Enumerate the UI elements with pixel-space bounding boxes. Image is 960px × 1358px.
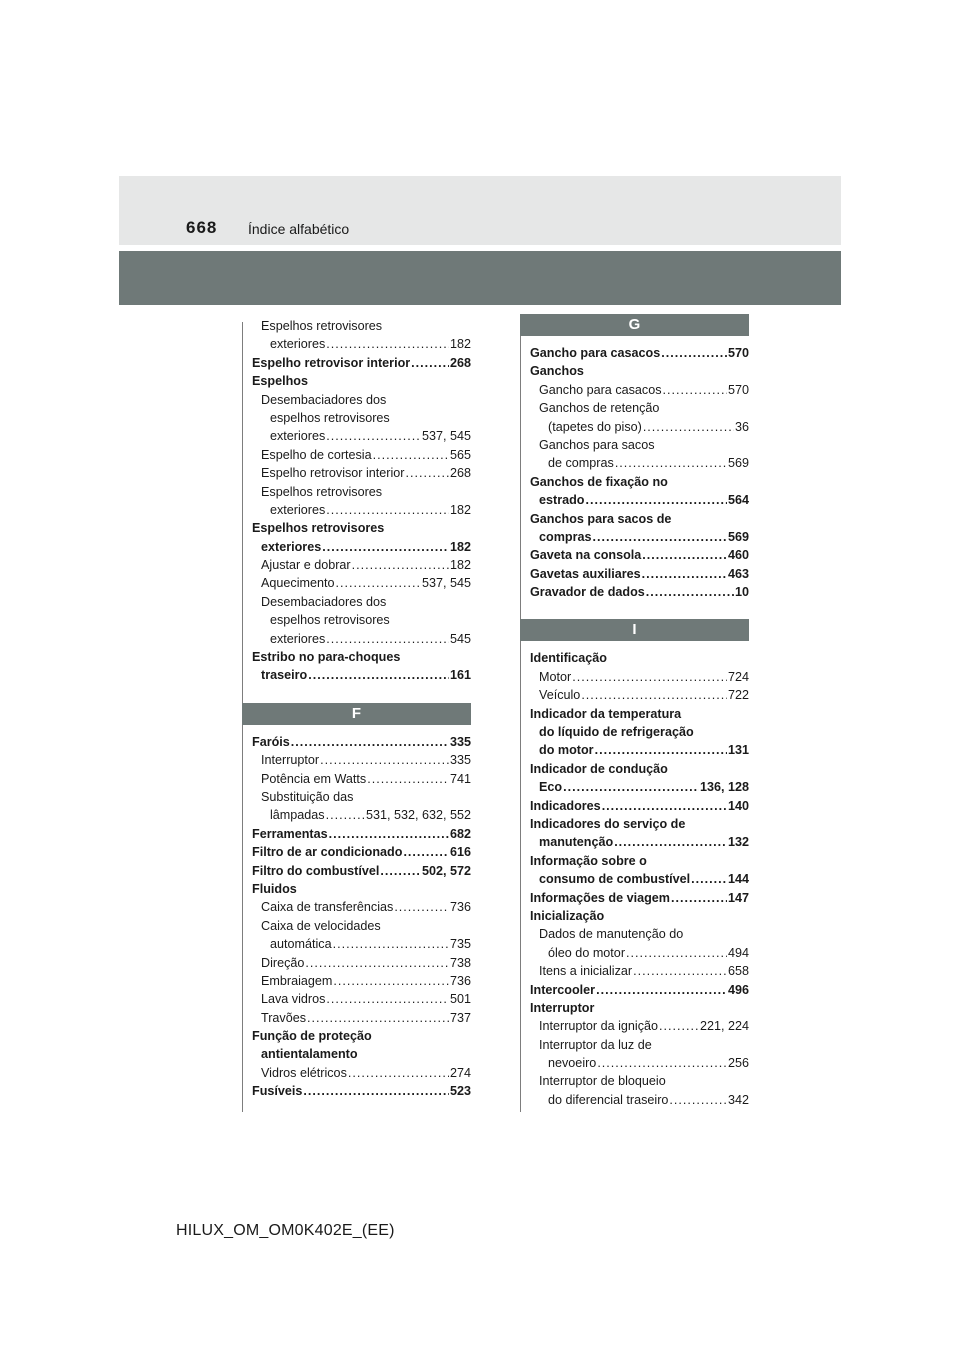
entry-term: Espelhos retrovisores	[261, 484, 383, 499]
index-subentry	[530, 944, 749, 962]
section-header-i: I	[520, 619, 749, 641]
header-dark-band	[119, 251, 841, 305]
entry-term: Interruptor de bloqueio	[539, 1074, 666, 1089]
entry-term: Inicialização	[530, 908, 605, 923]
page-reference: 502, 572	[421, 863, 471, 878]
index-subentry	[252, 806, 471, 824]
index-subentry	[530, 418, 749, 436]
page-reference: 463	[727, 566, 749, 581]
entry-term: Ganchos para sacos	[539, 437, 655, 452]
entry-term: Caixa de transferências	[261, 900, 394, 915]
page-reference: 182	[449, 539, 471, 554]
entry-term: Veículo	[539, 688, 581, 703]
entry-term: espelhos retrovisores	[270, 410, 390, 425]
index-entry	[252, 1027, 471, 1045]
index-subentry	[530, 686, 749, 704]
dot-leader	[305, 954, 449, 972]
entry-term: Espelhos retrovisores	[252, 521, 385, 536]
index-entry	[252, 843, 471, 861]
page-reference: 460	[727, 548, 749, 563]
entry-term: Informações de viagem	[530, 890, 670, 905]
index-subentry	[252, 501, 471, 519]
dot-leader	[642, 565, 727, 583]
index-subentry	[530, 454, 749, 472]
page-reference: 256	[727, 1056, 749, 1071]
index-subentry	[252, 611, 471, 629]
page-reference: 537, 545	[421, 429, 471, 444]
page-reference: 182	[449, 502, 471, 517]
page-reference: 531, 532, 632, 552	[365, 808, 471, 823]
index-entry	[530, 999, 749, 1017]
index-entry	[252, 666, 471, 684]
dot-leader	[614, 833, 727, 851]
index-entry	[530, 741, 749, 759]
entry-term: Informação sobre o	[530, 853, 647, 868]
index-entry	[252, 733, 471, 751]
index-subentry	[252, 630, 471, 648]
index-subentry	[530, 962, 749, 980]
entry-term: Ferramentas	[252, 826, 328, 841]
index-subentry	[530, 1054, 749, 1072]
dot-leader	[352, 556, 449, 574]
page-reference: 221, 224	[699, 1019, 749, 1034]
page-number: 668	[186, 218, 218, 237]
dot-leader	[326, 806, 365, 824]
dot-leader	[326, 335, 449, 353]
index-subentry	[252, 1009, 471, 1027]
index-entry	[252, 372, 471, 390]
entry-term: Embraiagem	[261, 973, 333, 988]
index-entry	[530, 510, 749, 528]
dot-leader	[333, 935, 449, 953]
dot-leader	[326, 427, 421, 445]
dot-leader	[333, 972, 449, 990]
index-subentry	[530, 668, 749, 686]
entry-term: óleo do motor	[548, 945, 626, 960]
dot-leader	[394, 898, 449, 916]
page-reference: 501	[449, 992, 471, 1007]
entry-term: Desembaciadores dos	[261, 392, 387, 407]
index-subentry	[252, 770, 471, 788]
index-entry	[530, 833, 749, 851]
entry-term: do motor	[539, 743, 594, 758]
entry-term: Interruptor da luz de	[539, 1037, 652, 1052]
entry-term: Direção	[261, 955, 305, 970]
dot-leader	[642, 546, 727, 564]
entry-term: Fusíveis	[252, 1084, 303, 1099]
index-subentry	[530, 925, 749, 943]
entry-term: Ganchos	[530, 364, 584, 379]
page-reference: 545	[449, 631, 471, 646]
page-title: Índice alfabético	[248, 221, 350, 237]
entry-term: de compras	[548, 456, 614, 471]
index-entry	[530, 889, 749, 907]
entry-term: Itens a inicializar	[539, 964, 633, 979]
index-entry	[530, 907, 749, 925]
entry-term: Vidros elétricos	[261, 1065, 347, 1080]
dot-leader	[595, 741, 727, 759]
index-entry	[252, 648, 471, 666]
entry-term: Motor	[539, 669, 572, 684]
entry-term: Ganchos de retenção	[539, 401, 660, 416]
index-entry	[530, 565, 749, 583]
page-reference: 735	[449, 937, 471, 952]
page-reference: 342	[727, 1092, 749, 1107]
page-reference: 144	[727, 872, 749, 887]
entry-term: estrado	[539, 493, 585, 508]
page-reference: 616	[449, 845, 471, 860]
dot-leader	[581, 686, 727, 704]
page-reference: 136, 128	[699, 780, 749, 795]
page-reference: 161	[449, 668, 471, 683]
index-entry	[530, 815, 749, 833]
dot-leader	[367, 770, 449, 788]
entry-term: automática	[270, 937, 332, 952]
entry-term: Caixa de velocidades	[261, 918, 381, 933]
entry-term: Intercooler	[530, 982, 596, 997]
entry-term: Função de proteção	[252, 1029, 372, 1044]
page-reference: 335	[449, 753, 471, 768]
page-reference: 537, 545	[421, 576, 471, 591]
entry-term: Faróis	[252, 734, 290, 749]
entry-term: Ganchos de fixação no	[530, 474, 668, 489]
entry-term: Lava vidros	[261, 992, 326, 1007]
page-reference: 741	[449, 771, 471, 786]
index-subentry	[252, 990, 471, 1008]
entry-term: exteriores	[261, 539, 322, 554]
index-subentry	[252, 409, 471, 427]
left-index-column	[252, 317, 471, 1101]
index-entry	[530, 797, 749, 815]
index-subentry	[530, 399, 749, 417]
entry-term: manutenção	[539, 835, 614, 850]
entry-term: Interruptor da ignição	[539, 1019, 659, 1034]
document-code: HILUX_OM_OM0K402E_(EE)	[176, 1222, 395, 1239]
index-subentry	[252, 464, 471, 482]
entry-term: lâmpadas	[270, 808, 325, 823]
dot-leader	[646, 583, 734, 601]
entry-term: Estribo no para-choques	[252, 650, 401, 665]
index-subentry	[252, 556, 471, 574]
dot-leader	[326, 501, 449, 519]
right-column-rule	[520, 322, 521, 1112]
index-entry	[252, 538, 471, 556]
index-subentry	[252, 1064, 471, 1082]
entry-term: Potência em Watts	[261, 771, 367, 786]
index-entry	[530, 546, 749, 564]
dot-leader	[326, 630, 449, 648]
header-band	[119, 176, 841, 245]
right-index-column	[530, 314, 749, 1109]
dot-leader	[615, 454, 727, 472]
index-subentry	[252, 954, 471, 972]
page-reference: 274	[449, 1065, 471, 1080]
dot-leader	[411, 354, 449, 372]
dot-leader	[596, 981, 727, 999]
page-reference: 569	[727, 456, 749, 471]
entry-term: consumo de combustível	[539, 872, 691, 887]
dot-leader	[380, 862, 421, 880]
index-entry	[530, 344, 749, 362]
dot-leader	[691, 870, 727, 888]
entry-term: Indicador da temperatura	[530, 706, 682, 721]
dot-leader	[348, 1064, 449, 1082]
index-subentry	[252, 446, 471, 464]
entry-term: Interruptor	[261, 753, 320, 768]
entry-term: Identificação	[530, 651, 607, 666]
page-reference: 736	[449, 973, 471, 988]
entry-term: exteriores	[270, 337, 326, 352]
index-subentry	[252, 751, 471, 769]
dot-leader	[373, 446, 449, 464]
dot-leader	[336, 574, 421, 592]
dot-leader	[572, 668, 727, 686]
page-reference: 335	[449, 734, 471, 749]
page-reference: 564	[727, 493, 749, 508]
entry-term: Substituição das	[261, 789, 354, 804]
index-subentry	[252, 972, 471, 990]
entry-term: Indicadores	[530, 798, 601, 813]
entry-term: Ganchos para sacos de	[530, 511, 672, 526]
dot-leader	[663, 381, 727, 399]
entry-term: Interruptor	[530, 1000, 595, 1015]
page-reference: 724	[727, 669, 749, 684]
section-header-g: G	[520, 314, 749, 336]
page-reference: 268	[449, 355, 471, 370]
section-header-f: F	[242, 703, 471, 725]
entry-term: antientalamento	[261, 1047, 358, 1062]
index-subentry	[252, 574, 471, 592]
page-reference: 140	[727, 798, 749, 813]
page-reference: 182	[449, 337, 471, 352]
index-subentry	[530, 1072, 749, 1090]
dot-leader	[308, 666, 449, 684]
index-subentry	[530, 1091, 749, 1109]
entry-term: traseiro	[261, 668, 308, 683]
index-subentry	[530, 1017, 749, 1035]
index-subentry	[252, 593, 471, 611]
page-reference: 737	[449, 1010, 471, 1025]
index-subentry	[252, 427, 471, 445]
index-subentry	[252, 483, 471, 501]
page-reference: 132	[727, 835, 749, 850]
page-reference: 570	[727, 382, 749, 397]
entry-term: Espelho retrovisor interior	[261, 466, 405, 481]
dot-leader	[669, 1091, 727, 1109]
page-reference: 182	[449, 558, 471, 573]
entry-term: Fluidos	[252, 881, 297, 896]
entry-term: Eco	[539, 780, 563, 795]
entry-term: Ajustar e dobrar	[261, 558, 351, 573]
dot-leader	[643, 418, 734, 436]
entry-term: Travões	[261, 1010, 307, 1025]
index-entry	[252, 519, 471, 537]
entry-term: exteriores	[270, 631, 326, 646]
dot-leader	[633, 962, 727, 980]
dot-leader	[406, 464, 449, 482]
page-reference: 565	[449, 447, 471, 462]
index-subentry	[252, 935, 471, 953]
page-reference: 36	[734, 419, 749, 434]
index-entry	[530, 649, 749, 667]
index-entry	[252, 1045, 471, 1063]
entry-term: Gancho para casacos	[539, 382, 662, 397]
entry-term: Gravador de dados	[530, 585, 645, 600]
entry-term: (tapetes do piso)	[548, 419, 642, 434]
index-entry	[252, 825, 471, 843]
index-subentry	[252, 391, 471, 409]
entry-term: Filtro de ar condicionado	[252, 845, 403, 860]
entry-term: Espelhos	[252, 374, 308, 389]
index-entry	[252, 862, 471, 880]
index-entry	[530, 778, 749, 796]
entry-term: nevoeiro	[548, 1056, 597, 1071]
index-subentry	[530, 1036, 749, 1054]
page-reference: 569	[727, 529, 749, 544]
index-entry	[530, 491, 749, 509]
entry-term: Gavetas auxiliares	[530, 566, 641, 581]
dot-leader	[593, 528, 727, 546]
index-subentry	[252, 317, 471, 335]
index-entry	[530, 473, 749, 491]
page-reference: 496	[727, 982, 749, 997]
dot-leader	[322, 538, 449, 556]
index-subentry	[530, 436, 749, 454]
dot-leader	[403, 843, 449, 861]
entry-term: Espelhos retrovisores	[261, 319, 383, 333]
page-reference: 738	[449, 955, 471, 970]
index-entry	[530, 852, 749, 870]
index-entry	[252, 354, 471, 372]
entry-term: Filtro do combustível	[252, 863, 380, 878]
entry-term: Dados de manutenção do	[539, 927, 684, 942]
index-entry	[530, 760, 749, 778]
page-reference: 147	[727, 890, 749, 905]
entry-term: compras	[539, 529, 592, 544]
dot-leader	[597, 1054, 727, 1072]
dot-leader	[329, 825, 449, 843]
page-reference: 682	[449, 826, 471, 841]
index-subentry	[252, 917, 471, 935]
entry-term: exteriores	[270, 429, 326, 444]
dot-leader	[326, 990, 449, 1008]
entry-term: do líquido de refrigeração	[539, 725, 694, 740]
entry-term: espelhos retrovisores	[270, 613, 390, 628]
page-reference: 10	[734, 585, 749, 600]
page-reference: 268	[449, 466, 471, 481]
page-reference: 131	[727, 743, 749, 758]
index-entry	[530, 870, 749, 888]
dot-leader	[661, 344, 727, 362]
page-reference: 736	[449, 900, 471, 915]
index-subentry	[252, 335, 471, 353]
index-entry	[530, 981, 749, 999]
index-subentry	[252, 898, 471, 916]
page-reference: 494	[727, 945, 749, 960]
entry-term: do diferencial traseiro	[548, 1092, 669, 1107]
page-reference: 658	[727, 964, 749, 979]
entry-term: Aquecimento	[261, 576, 335, 591]
entry-term: Espelho de cortesia	[261, 447, 372, 462]
dot-leader	[291, 733, 449, 751]
index-entry	[530, 723, 749, 741]
entry-term: Indicadores do serviço de	[530, 816, 686, 831]
dot-leader	[307, 1009, 449, 1027]
dot-leader	[586, 491, 727, 509]
entry-term: Gancho para casacos	[530, 346, 661, 360]
index-entry	[252, 1082, 471, 1100]
dot-leader	[320, 751, 449, 769]
entry-term: Gaveta na consola	[530, 548, 642, 563]
dot-leader	[626, 944, 727, 962]
entry-term: exteriores	[270, 502, 326, 517]
page-reference: 722	[727, 688, 749, 703]
index-entry	[530, 362, 749, 380]
index-entry	[530, 583, 749, 601]
index-entry	[252, 880, 471, 898]
entry-term: Indicador de condução	[530, 761, 668, 776]
dot-leader	[563, 778, 699, 796]
page-reference: 570	[727, 346, 749, 360]
entry-term: Desembaciadores dos	[261, 594, 387, 609]
dot-leader	[602, 797, 727, 815]
index-entry	[530, 705, 749, 723]
dot-leader	[671, 889, 727, 907]
index-subentry	[252, 788, 471, 806]
index-subentry	[530, 381, 749, 399]
page-reference: 523	[449, 1084, 471, 1099]
index-entry	[530, 528, 749, 546]
dot-leader	[303, 1082, 449, 1100]
dot-leader	[659, 1017, 699, 1035]
entry-term: Espelho retrovisor interior	[252, 355, 411, 370]
